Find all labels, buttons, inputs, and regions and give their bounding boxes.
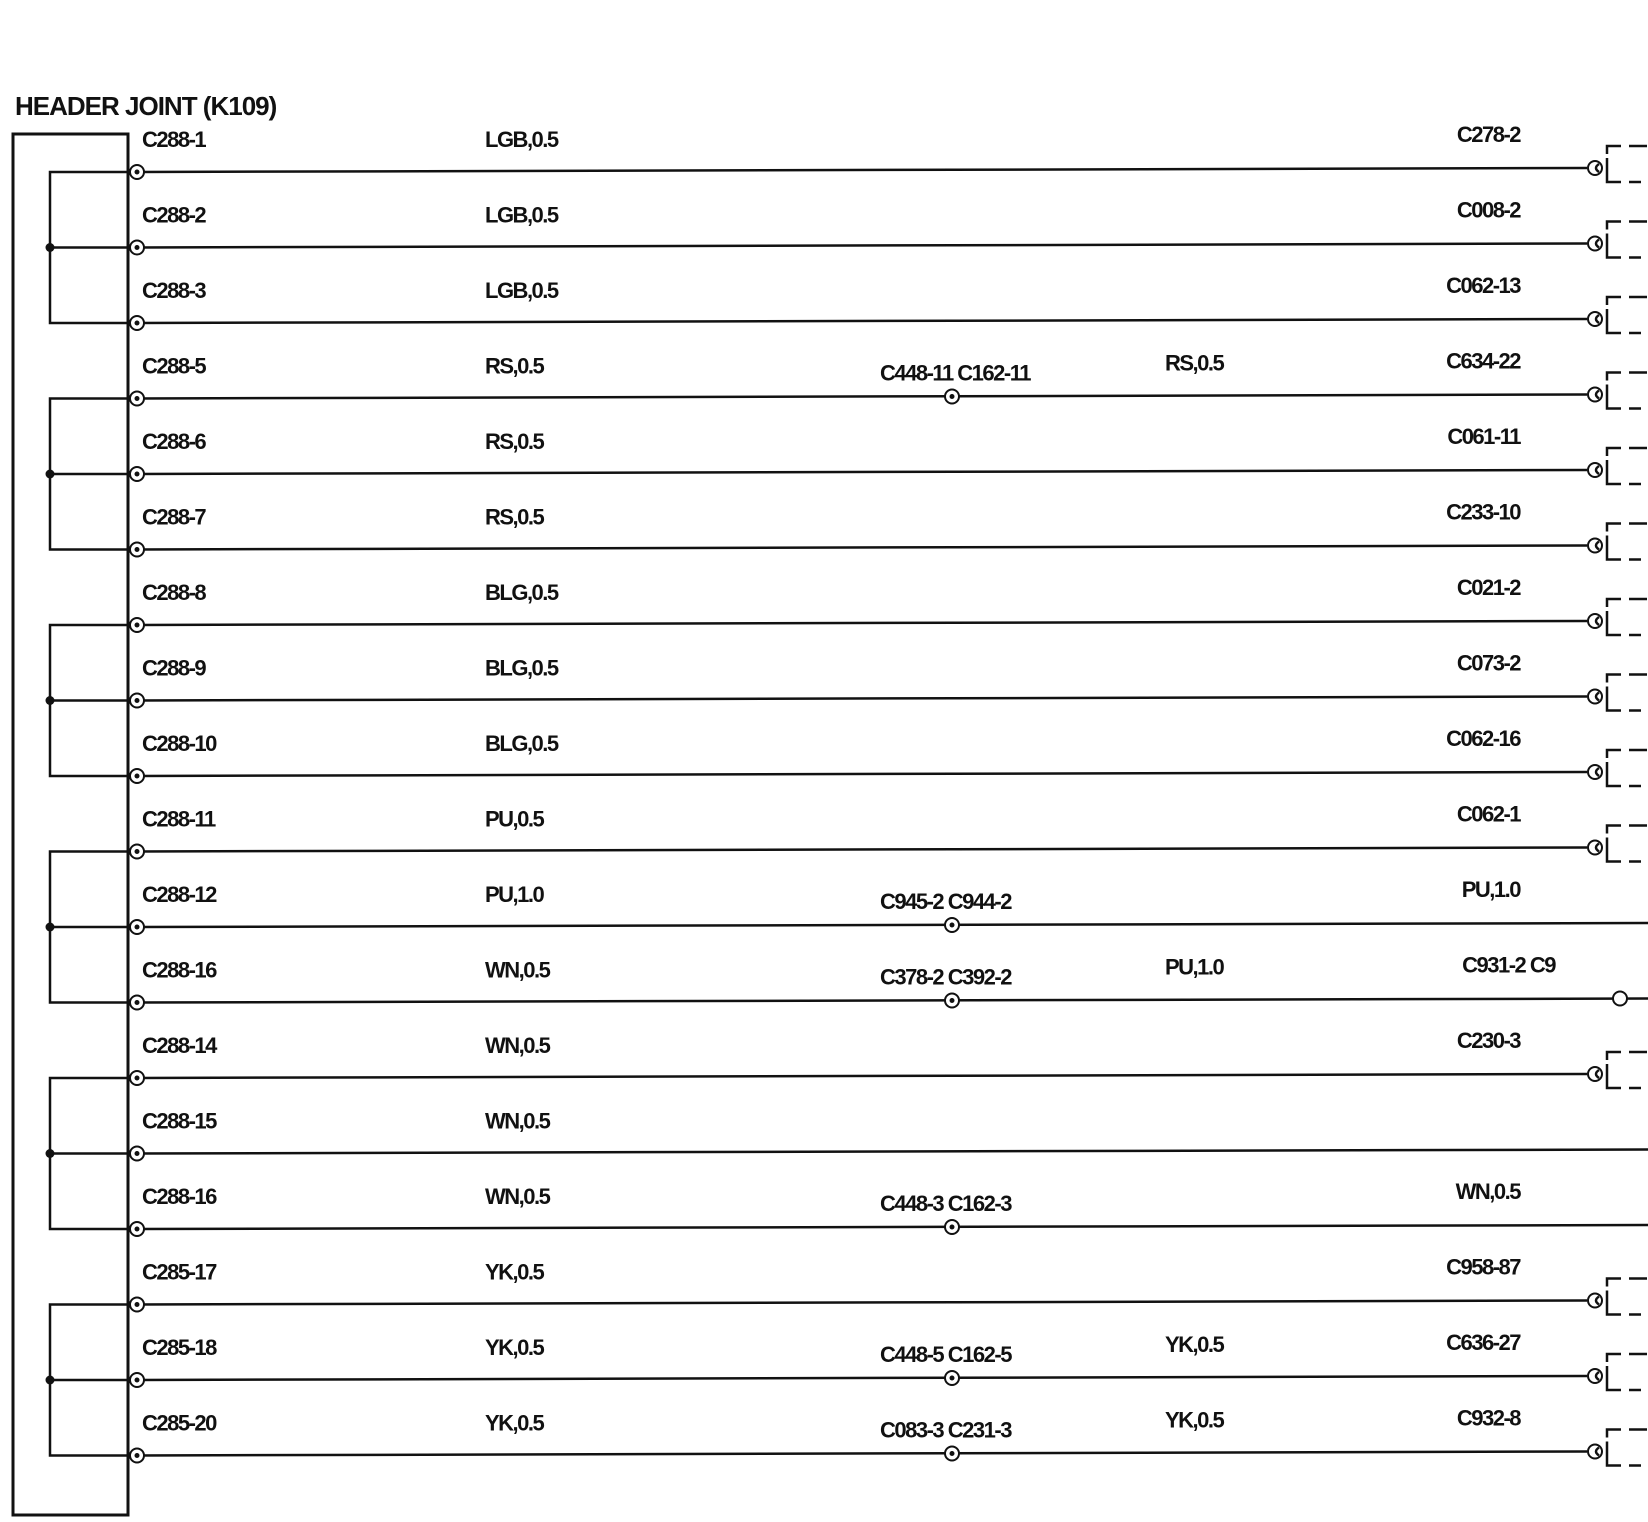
wire-rows (130, 122, 1648, 1466)
wire-line (137, 772, 1587, 776)
bus-bar (46, 172, 138, 323)
wire-row (130, 1109, 1648, 1161)
wire-spec-label: WN,0.5 (485, 957, 550, 983)
pin-label: C288-2 (142, 202, 206, 228)
connector-icon (1596, 146, 1647, 182)
inline-terminal-icon (945, 994, 959, 1008)
connector-icon (1596, 222, 1647, 258)
wire-spec-label: BLG,0.5 (485, 731, 558, 756)
pin-label: C288-16 (142, 957, 216, 983)
pin-terminal-icon (130, 1449, 144, 1463)
pin-label: C288-1 (142, 127, 206, 152)
wire-spec-label-2: PU,1.0 (1165, 954, 1224, 980)
wire-spec-label-2: RS,0.5 (1165, 350, 1224, 376)
pin-terminal-icon (130, 1373, 144, 1387)
destination-label: PU,1.0 (1461, 877, 1520, 902)
destination-label: C062-13 (1446, 273, 1520, 298)
destination-label: C233-10 (1446, 499, 1520, 525)
wire-line (137, 244, 1587, 248)
wire-spec-label: PU,0.5 (485, 806, 544, 832)
wire-line (137, 697, 1587, 701)
wire-row (130, 122, 1647, 182)
connector-icon (1596, 297, 1647, 333)
wire-row (130, 651, 1647, 711)
wire-spec-label: LGB,0.5 (485, 278, 558, 303)
pin-terminal-icon (130, 316, 144, 330)
inline-connector-label: C378-2 C392-2 (880, 964, 1011, 990)
wire-spec-label: WN,0.5 (485, 1184, 550, 1209)
destination-terminal-icon (1613, 992, 1627, 1006)
wire-line (137, 1301, 1587, 1305)
connector-icon (1596, 1052, 1647, 1088)
wire-row (130, 273, 1647, 333)
wire-spec-label: YK,0.5 (485, 1410, 544, 1436)
junction-dot-icon (46, 696, 55, 705)
inline-terminal-icon (945, 1220, 959, 1234)
pin-terminal-icon (130, 392, 144, 406)
pin-terminal-icon (130, 920, 144, 934)
wire-spec-label: LGB,0.5 (485, 202, 558, 228)
wire-row (130, 877, 1648, 934)
destination-label: C634-22 (1446, 348, 1520, 374)
junction-dot-icon (46, 1149, 55, 1158)
wire-line (137, 1074, 1587, 1078)
wire-row (130, 1330, 1647, 1390)
wire-line (137, 1452, 1587, 1456)
pin-label: C288-6 (142, 429, 206, 454)
destination-label: C008-2 (1456, 197, 1520, 223)
bus-bars (46, 172, 138, 1456)
inline-connector-label: C945-2 C944-2 (880, 889, 1011, 914)
pin-label: C288-8 (142, 580, 206, 605)
wire-row (130, 500, 1647, 560)
pin-terminal-icon (130, 467, 144, 481)
pin-terminal-icon (130, 1222, 144, 1236)
pin-label: C288-9 (142, 655, 206, 681)
wire-line (137, 168, 1587, 172)
pin-terminal-icon (130, 165, 144, 179)
destination-label: WN,0.5 (1455, 1179, 1520, 1204)
wire-line (137, 621, 1587, 625)
bus-bar (46, 399, 138, 550)
wire-row (130, 1255, 1647, 1315)
destination-label: C230-3 (1456, 1028, 1520, 1053)
connector-icon (1596, 826, 1647, 862)
pin-terminal-icon (130, 694, 144, 708)
wire-spec-label: WN,0.5 (485, 1108, 550, 1134)
connector-icon (1596, 1354, 1647, 1390)
wire-line (137, 546, 1587, 550)
pin-label: C288-5 (142, 353, 206, 379)
wire-row (130, 1179, 1648, 1236)
wire-spec-label: BLG,0.5 (485, 580, 558, 605)
wire-spec-label: PU,1.0 (485, 882, 544, 907)
wire-line (137, 848, 1587, 852)
wire-line (137, 1376, 1587, 1380)
destination-label: C062-16 (1446, 726, 1520, 751)
wire-spec-label: RS,0.5 (485, 504, 544, 530)
destination-label: C278-2 (1456, 122, 1520, 147)
connector-icon (1596, 1279, 1647, 1315)
pin-label: C288-16 (142, 1184, 216, 1209)
wire-row (130, 726, 1647, 786)
pin-terminal-icon (130, 241, 144, 255)
wire-row (130, 349, 1647, 409)
wire-line (137, 319, 1587, 323)
bus-bar (46, 1078, 138, 1229)
wire-row (130, 575, 1647, 635)
wire-line (137, 923, 1648, 927)
inline-connector-label: C448-11 C162-11 (880, 360, 1030, 386)
destination-label: C073-2 (1456, 650, 1520, 676)
pin-terminal-icon (130, 996, 144, 1010)
inline-terminal-icon (945, 1447, 959, 1461)
wire-spec-label: YK,0.5 (485, 1335, 544, 1360)
wire-line (137, 1225, 1648, 1229)
junction-dot-icon (46, 923, 55, 932)
pin-label: C288-14 (142, 1033, 216, 1058)
wire-spec-label-2: YK,0.5 (1165, 1407, 1224, 1433)
destination-label: C061-11 (1447, 424, 1520, 449)
pin-terminal-icon (130, 618, 144, 632)
wire-row (130, 1028, 1647, 1088)
pin-label: C285-18 (142, 1335, 216, 1360)
pin-label: C288-11 (142, 806, 215, 832)
inline-terminal-icon (945, 390, 959, 404)
connector-icon (1596, 448, 1647, 484)
wire-spec-label: RS,0.5 (485, 353, 544, 379)
wire-line (137, 395, 1587, 399)
connector-icon (1596, 373, 1647, 409)
destination-label: C636-27 (1446, 1330, 1520, 1355)
bus-bar (46, 1305, 138, 1456)
diagram-title: HEADER JOINT (K109) (15, 91, 277, 121)
destination-label: C021-2 (1456, 575, 1520, 600)
wire-spec-label: LGB,0.5 (485, 127, 558, 152)
pin-label: C285-20 (142, 1410, 216, 1436)
wire-line (137, 999, 1648, 1003)
pin-terminal-icon (130, 1147, 144, 1161)
pin-label: C288-7 (142, 504, 206, 530)
pin-label: C288-10 (142, 731, 216, 756)
inline-connector-label: C083-3 C231-3 (880, 1417, 1011, 1443)
header-joint-body (13, 134, 128, 1515)
pin-terminal-icon (130, 543, 144, 557)
destination-label: C931-2 C9 (1462, 952, 1555, 978)
bus-bar (46, 852, 138, 1003)
wire-spec-label-2: YK,0.5 (1165, 1332, 1224, 1357)
inline-connector-label: C448-5 C162-5 (880, 1342, 1011, 1367)
inline-terminal-icon (945, 918, 959, 932)
wire-row (130, 424, 1647, 484)
pin-terminal-icon (130, 845, 144, 859)
destination-label: C062-1 (1456, 801, 1520, 827)
wire-row (130, 953, 1648, 1010)
pin-terminal-icon (130, 1071, 144, 1085)
wire-row (130, 1406, 1647, 1466)
pin-label: C288-3 (142, 278, 206, 303)
wire-row (130, 198, 1647, 258)
pin-label: C285-17 (142, 1259, 216, 1285)
junction-dot-icon (46, 243, 55, 252)
connector-icon (1596, 750, 1647, 786)
destination-label: C932-8 (1456, 1405, 1520, 1431)
destination-label: C958-87 (1446, 1254, 1520, 1280)
inline-terminal-icon (945, 1371, 959, 1385)
connector-icon (1596, 599, 1647, 635)
pin-terminal-icon (130, 769, 144, 783)
inline-connector-label: C448-3 C162-3 (880, 1191, 1011, 1216)
junction-dot-icon (46, 470, 55, 479)
wire-row (130, 802, 1647, 862)
bus-bar (46, 625, 138, 776)
pin-label: C288-12 (142, 882, 216, 907)
wire-spec-label: RS,0.5 (485, 429, 544, 454)
connector-icon (1596, 675, 1647, 711)
wire-spec-label: YK,0.5 (485, 1259, 544, 1285)
wire-line (137, 1150, 1648, 1154)
wire-line (137, 470, 1587, 474)
junction-dot-icon (46, 1376, 55, 1385)
wire-spec-label: WN,0.5 (485, 1033, 550, 1058)
pin-label: C288-15 (142, 1108, 216, 1134)
connector-icon (1596, 524, 1647, 560)
wire-spec-label: BLG,0.5 (485, 655, 558, 681)
connector-icon (1596, 1430, 1647, 1466)
pin-terminal-icon (130, 1298, 144, 1312)
